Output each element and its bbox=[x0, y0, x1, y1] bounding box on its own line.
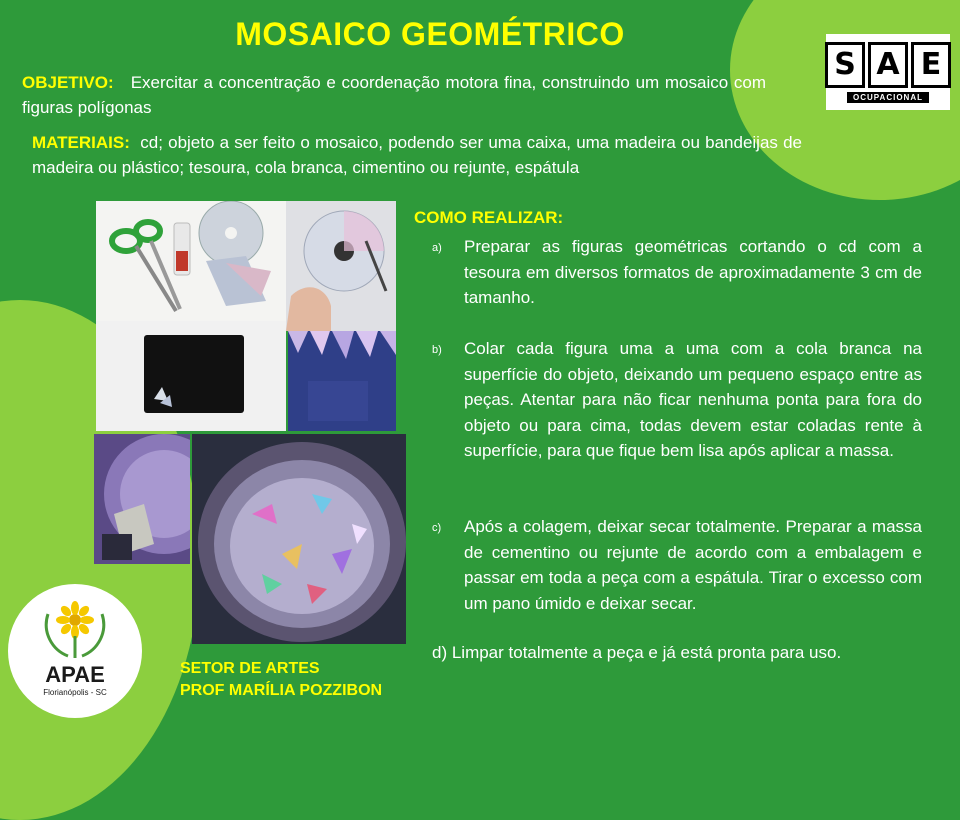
materiais-text: cd; objeto a ser feito o mosaico, podendo ser uma caixa, uma madeira ou bandeijas de madeira ou plástico; tesoura, cola branca, cimentino ou rejunte, espátula bbox=[32, 133, 802, 177]
step-d: d) Limpar totalmente a peça e já está pronta para uso. bbox=[432, 643, 842, 662]
page-title: MOSAICO GEOMÉTRICO bbox=[235, 16, 625, 52]
finished-bowl-illustration bbox=[192, 434, 406, 644]
sae-subtitle: OCUPACIONAL bbox=[847, 92, 929, 103]
step-c-text: Após a colagem, deixar secar totalmente. Preparar a massa de cementino ou rejunte de acordo com a embalagem e passar em toda a peça com a espátula. Tirar o excesso com um pano úmido e deixar secar. bbox=[464, 517, 922, 613]
black-box-illustration bbox=[96, 321, 286, 431]
scissors-glue-cd-illustration bbox=[96, 201, 286, 321]
step-b-text: Colar cada figura uma a uma com a cola branca na superfície do objeto, deixando um pequeno espaço entre as peças. Atentar para não ficar nenhuma ponta para fora do objeto ou para cima, todas devem estar coladas rente à superfície, para que fique bem lisa após aplicar a massa. bbox=[464, 339, 922, 460]
apae-name: APAE bbox=[45, 662, 105, 687]
sae-letter-e: E bbox=[911, 42, 951, 88]
objetivo-text: Exercitar a concentração e coordenação motora fina, construindo um mosaico com figuras polígonas bbox=[22, 73, 766, 117]
step-c-marker: c) bbox=[432, 522, 442, 534]
sae-logo bbox=[826, 34, 950, 110]
flower-hands-icon bbox=[8, 584, 142, 664]
photo-cutting-cd bbox=[286, 201, 396, 331]
step-a-marker: a) bbox=[432, 242, 442, 254]
sae-letter-s: S bbox=[825, 42, 865, 88]
photo-finished-mosaic-bowl bbox=[192, 434, 406, 644]
photo-mosaic-closeup bbox=[288, 331, 396, 431]
step-a-text: Preparar as figuras geométricas cortando o cd com a tesoura em diversos formatos de aproximadamente 3 cm de tamanho. bbox=[464, 237, 922, 307]
step-b bbox=[432, 336, 922, 464]
photo-black-box bbox=[96, 321, 286, 431]
step-c bbox=[432, 514, 922, 616]
footer-credits bbox=[180, 658, 382, 702]
footer-teacher: PROF MARÍLIA POZZIBON bbox=[180, 682, 383, 699]
como-realizar-heading: COMO REALIZAR: bbox=[414, 208, 564, 227]
apae-subtitle: Florianópolis - SC bbox=[43, 688, 107, 697]
materiais-paragraph bbox=[32, 130, 802, 180]
sae-letter-a: A bbox=[868, 42, 908, 88]
objetivo-label: OBJETIVO: bbox=[22, 73, 114, 92]
bowl-grout-illustration bbox=[94, 434, 190, 564]
step-a bbox=[432, 234, 922, 311]
apae-logo bbox=[8, 584, 142, 718]
photo-materials bbox=[96, 201, 286, 321]
mosaic-closeup-illustration bbox=[288, 331, 396, 431]
step-b-marker: b) bbox=[432, 344, 442, 356]
hand-cd-illustration bbox=[286, 201, 396, 331]
materiais-label: MATERIAIS: bbox=[32, 133, 130, 152]
photo-bowl-grout bbox=[94, 434, 190, 564]
objetivo-paragraph bbox=[22, 70, 766, 120]
footer-sector: SETOR DE ARTES bbox=[180, 660, 320, 677]
